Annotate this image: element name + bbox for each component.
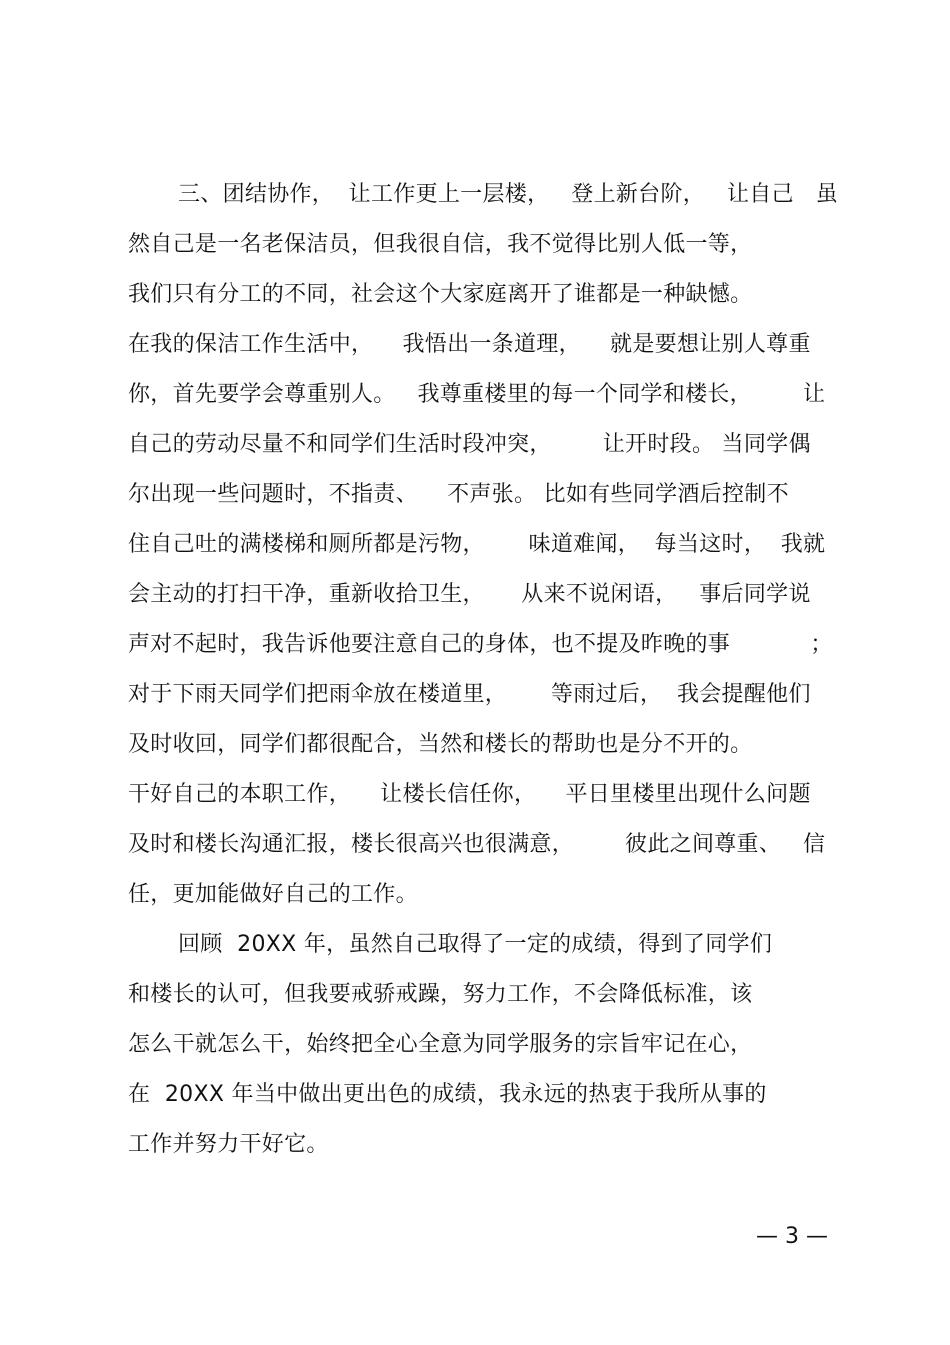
text-line: 任，更加能做好自己的工作。 — [128, 882, 418, 907]
text-line: 对于下雨天同学们把雨伞放在楼道里， 等雨过后， 我会提醒他们 — [128, 682, 811, 707]
text-line: 自己的劳动尽量不和同学们生活时段冲突， 让开时段。 当同学偶 — [128, 432, 811, 457]
text-line: 三、团结协作， 让工作更上一层楼， 登上新台阶， 让自己 虽 — [178, 182, 839, 207]
text-line: 及时和楼长沟通汇报，楼长很高兴也很满意， 彼此之间尊重、 信 — [128, 832, 826, 857]
text-line: 在 20XX 年当中做出更出色的成绩，我永远的热衷于我所从事的 — [128, 1082, 767, 1107]
text-line: 我们只有分工的不同，社会这个大家庭离开了谁都是一种缺憾。 — [128, 282, 753, 307]
text-line: 工作并努力干好它。 — [128, 1132, 329, 1157]
text-line: 干好自己的本职工作， 让楼长信任你， 平日里楼里出现什么问题 — [128, 782, 811, 807]
text-line: 会主动的打扫干净，重新收拾卫生， 从来不说闲语， 事后同学说 — [128, 582, 811, 607]
text-line: 及时收回，同学们都很配合，当然和楼长的帮助也是分不开的。 — [128, 732, 753, 757]
text-line: 住自己吐的满楼梯和厕所都是污物， 味道难闻， 每当这时， 我就 — [128, 532, 826, 557]
page-number: — 3 — — [756, 1224, 828, 1249]
text-line: 回顾 20XX 年，虽然自己取得了一定的成绩，得到了同学们 — [178, 932, 773, 957]
text-line: 声对不起时，我告诉他要注意自己的身体，也不提及昨晚的事 ； — [128, 632, 833, 657]
text-line: 你，首先要学会尊重别人。 我尊重楼里的每一个同学和楼长， 让 — [128, 382, 826, 407]
text-line: 在我的保洁工作生活中， 我悟出一条道理， 就是要想让别人尊重 — [128, 332, 811, 357]
text-line: 怎么干就怎么干，始终把全心全意为同学服务的宗旨牢记在心， — [128, 1032, 753, 1057]
text-line: 和楼长的认可，但我要戒骄戒躁，努力工作，不会降低标准，该 — [128, 982, 753, 1007]
text-line: 然自己是一名老保洁员，但我很自信，我不觉得比别人低一等， — [128, 232, 753, 257]
text-line: 尔出现一些问题时，不指责、 不声张。 比如有些同学酒后控制不 — [128, 482, 789, 507]
